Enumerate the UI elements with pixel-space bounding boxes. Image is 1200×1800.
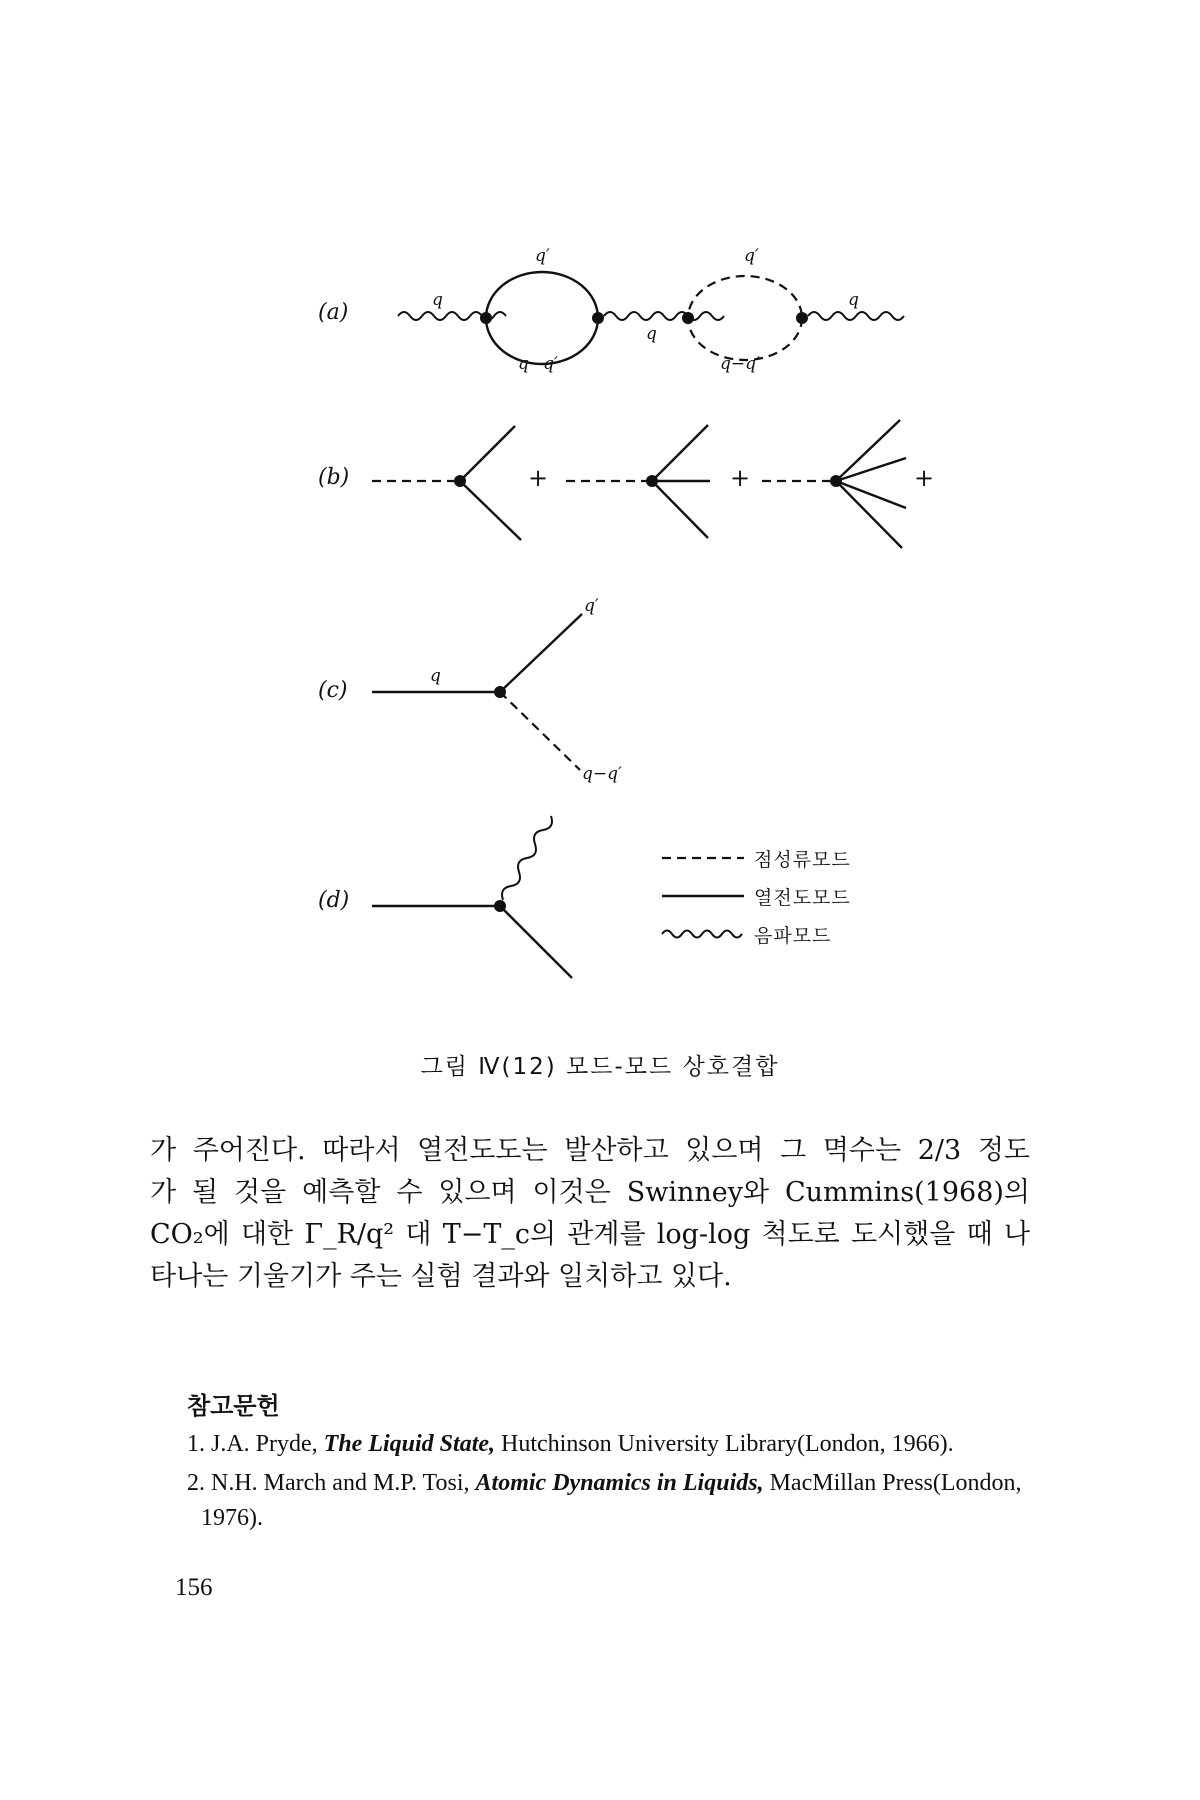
body-line: 타나는 기울기가 주는 실험 결과와 일치하고 있다. [150, 1261, 732, 1292]
legend-label-viscous: 점성류모드 [754, 849, 851, 871]
vertex-dot [592, 312, 604, 324]
momentum-label: q−q′ [582, 764, 622, 784]
panel-b-diagram [372, 420, 906, 548]
references-heading: 참고문헌 [187, 1392, 280, 1420]
ref-authors: J.A. Pryde, [211, 1431, 318, 1457]
references-section [187, 1386, 1037, 1536]
ref-title: The Liquid State, [323, 1431, 496, 1457]
ref-publisher: Hutchinson University Library(London, 1966). [501, 1431, 954, 1457]
vertex-dot [480, 312, 492, 324]
legend-label-thermal: 열전도모드 [754, 887, 851, 909]
momentum-label: q [432, 290, 443, 310]
plus-sign: + [528, 464, 549, 492]
momentum-label: q′ [584, 596, 599, 616]
body-line: 가 될 것을 예측할 수 있으며 이것은 Swinney와 Cummins(1968)의 [150, 1177, 1030, 1208]
panel-d-diagram [372, 816, 572, 978]
ref-publisher: MacMillan Press(London, 1976). [201, 1470, 1022, 1531]
legend-lines [662, 858, 744, 938]
momentum-label: q [430, 666, 441, 686]
reference-item [187, 1466, 1037, 1536]
momentum-label: q [848, 290, 859, 310]
momentum-label: q−q′ [720, 354, 760, 374]
panel-label-d: (d) [318, 888, 350, 913]
ref-number: 2. [187, 1470, 205, 1496]
panel-label-c: (c) [318, 678, 348, 703]
body-line: CO₂에 대한 Γ_R/q² 대 T−T_c의 관계를 log-log 척도로 도시했을 때 나 [150, 1219, 1030, 1250]
panel-c-diagram [372, 614, 582, 770]
panel-a-diagram [398, 272, 904, 364]
legend-label-sound: 음파모드 [754, 925, 832, 947]
reference-item [187, 1427, 1037, 1462]
panel-label-b: (b) [318, 465, 350, 490]
dashed-loop [688, 276, 802, 360]
wavy-line-out [808, 312, 904, 320]
vertex-dot [682, 312, 694, 324]
wavy-line-mid [604, 312, 724, 320]
body-line: 가 주어진다. 따라서 열전도도는 발산하고 있으며 그 멱수는 2/3 정도 [150, 1135, 1030, 1166]
momentum-label: q′ [744, 246, 759, 266]
momentum-label: q−q′ [518, 354, 558, 374]
ref-number: 1. [187, 1431, 205, 1457]
page-number: 156 [175, 1574, 213, 1601]
momentum-label: q′ [535, 246, 550, 266]
legend-wavy-line [662, 931, 742, 938]
vertex-dot [796, 312, 808, 324]
momentum-label: q [646, 324, 657, 344]
panel-label-a: (a) [318, 300, 349, 325]
body-paragraph [150, 1130, 1030, 1298]
figure-caption: 그림 Ⅳ(12) 모드-모드 상호결합 [420, 1054, 780, 1080]
ref-authors: N.H. March and M.P. Tosi, [211, 1470, 470, 1496]
plus-sign: + [730, 464, 751, 492]
ref-title: Atomic Dynamics in Liquids, [475, 1470, 764, 1496]
solid-loop [486, 272, 598, 364]
wavy-branch [502, 816, 552, 900]
plus-sign: + [914, 464, 935, 492]
